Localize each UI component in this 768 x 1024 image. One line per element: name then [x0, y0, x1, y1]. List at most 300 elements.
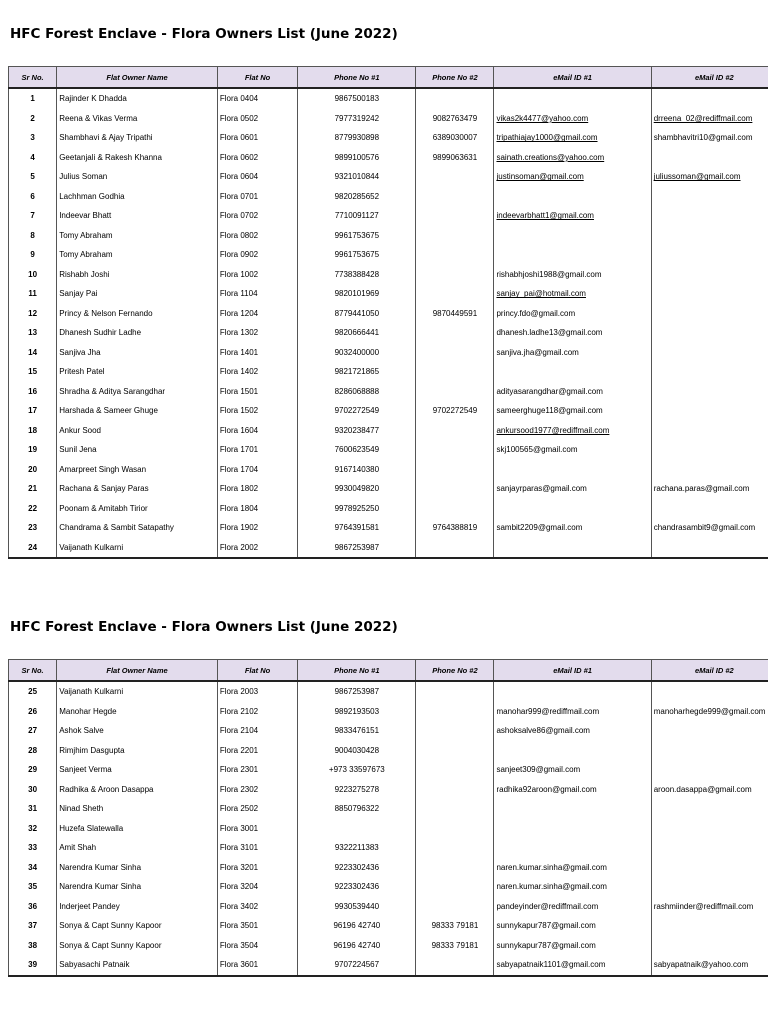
sr-no-cell: 2 — [9, 109, 57, 129]
phone-1-cell: 8850796322 — [298, 799, 416, 819]
email-text: sunnykapur787@gmail.com — [496, 921, 596, 931]
flat-no-cell: Flora 2301 — [217, 760, 297, 780]
phone-1-cell: 9223302436 — [298, 877, 416, 897]
email-1-cell — [494, 460, 651, 480]
email-2-cell — [651, 323, 768, 343]
flat-no-cell: Flora 1402 — [217, 362, 297, 382]
email-text: sanjiva.jha@gmail.com — [496, 347, 579, 357]
email-2-cell — [651, 206, 768, 226]
sr-no-cell: 33 — [9, 838, 57, 858]
sr-no-cell: 32 — [9, 819, 57, 839]
owner-name-cell: Rishabh Joshi — [57, 265, 218, 285]
sr-no-cell: 35 — [9, 877, 57, 897]
phone-1-cell: 9223275278 — [298, 780, 416, 800]
email-link[interactable]: drreena_02@rediffmail.com — [653, 113, 753, 123]
owner-name-cell: Narendra Kumar Sinha — [57, 858, 218, 878]
sr-no-cell: 24 — [9, 538, 57, 559]
flat-no-cell: Flora 1604 — [217, 421, 297, 441]
email-text: sameerghuge118@gmail.com — [496, 406, 603, 416]
flat-no-cell: Flora 0502 — [217, 109, 297, 129]
phone-1-cell: 9707224567 — [298, 955, 416, 976]
page-title-1: HFC Forest Enclave - Flora Owners List (June 2022) — [10, 26, 398, 42]
phone-1-cell: 96196 42740 — [298, 916, 416, 936]
table-row — [9, 109, 768, 129]
owner-name-cell: Amit Shah — [57, 838, 218, 858]
email-2-cell — [651, 128, 768, 148]
email-2-cell — [651, 916, 768, 936]
email-text: chandrasambit9@gmail.com — [653, 523, 756, 533]
email-2-cell — [651, 88, 768, 109]
flat-no-cell: Flora 2002 — [217, 538, 297, 559]
owner-name-cell: Tomy Abraham — [57, 226, 218, 246]
email-1-cell — [494, 304, 651, 324]
email-1-cell — [494, 799, 651, 819]
email-2-cell — [651, 382, 768, 402]
phone-2-cell — [416, 538, 494, 559]
email-link[interactable]: vikas2k4477@yahoo.com — [496, 113, 589, 123]
email-text: rashmiinder@rediffmail.com — [653, 901, 754, 911]
phone-1-cell: 96196 42740 — [298, 936, 416, 956]
phone-2-cell: 6389030007 — [416, 128, 494, 148]
flat-no-cell: Flora 1104 — [217, 284, 297, 304]
owner-name-cell: Ashok Salve — [57, 721, 218, 741]
owner-name-cell: Lachhman Godhia — [57, 187, 218, 207]
owner-name-cell: Huzefa Slatewalla — [57, 819, 218, 839]
phone-2-cell — [416, 955, 494, 976]
phone-1-cell: 9961753675 — [298, 226, 416, 246]
sr-no-cell: 1 — [9, 88, 57, 109]
email-text: aroon.dasappa@gmail.com — [653, 784, 752, 794]
table-row — [9, 538, 768, 559]
phone-2-cell: 98333 79181 — [416, 916, 494, 936]
phone-1-cell: 8779441050 — [298, 304, 416, 324]
sr-no-cell: 11 — [9, 284, 57, 304]
flat-no-cell: Flora 0404 — [217, 88, 297, 109]
owner-name-cell: Indeevar Bhatt — [57, 206, 218, 226]
email-2-cell — [651, 799, 768, 819]
flat-no-cell: Flora 0602 — [217, 148, 297, 168]
table-row — [9, 206, 768, 226]
email-2-cell — [651, 702, 768, 722]
sr-no-cell: 34 — [9, 858, 57, 878]
sr-no-cell: 5 — [9, 167, 57, 187]
table-row — [9, 440, 768, 460]
table-row — [9, 401, 768, 421]
email-1-cell — [494, 681, 651, 702]
email-text: skj100565@gmail.com — [496, 445, 578, 455]
email-2-cell — [651, 265, 768, 285]
email-2-cell — [651, 343, 768, 363]
email-2-cell — [651, 167, 768, 187]
sr-no-cell: 38 — [9, 936, 57, 956]
phone-2-cell: 9764388819 — [416, 518, 494, 538]
col-header-sr-no: Sr No. — [9, 67, 57, 89]
phone-1-cell: +973 33597673 — [298, 760, 416, 780]
email-1-cell — [494, 479, 651, 499]
phone-1-cell: 9867253987 — [298, 681, 416, 702]
email-2-cell — [651, 741, 768, 761]
phone-1-cell: 9820666441 — [298, 323, 416, 343]
flat-no-cell: Flora 1501 — [217, 382, 297, 402]
col-header-email-1: eMail ID #1 — [494, 67, 651, 89]
table-row — [9, 819, 768, 839]
email-1-cell — [494, 323, 651, 343]
owners-table-2 — [8, 659, 768, 977]
email-text: sunnykapur787@gmail.com — [496, 940, 596, 950]
flat-no-cell: Flora 0601 — [217, 128, 297, 148]
phone-1-cell: 9167140380 — [298, 460, 416, 480]
email-text: naren.kumar.sinha@gmail.com — [496, 862, 607, 872]
email-1-cell — [494, 187, 651, 207]
flat-no-cell: Flora 3402 — [217, 897, 297, 917]
email-text: radhika92aroon@gmail.com — [496, 784, 597, 794]
table-row — [9, 284, 768, 304]
sr-no-cell: 10 — [9, 265, 57, 285]
table-row — [9, 741, 768, 761]
sr-no-cell: 3 — [9, 128, 57, 148]
phone-1-cell: 9820285652 — [298, 187, 416, 207]
owner-name-cell: Inderjeet Pandey — [57, 897, 218, 917]
phone-2-cell — [416, 838, 494, 858]
owner-name-cell: Shambhavi & Ajay Tripathi — [57, 128, 218, 148]
email-text: sanjayrparas@gmail.com — [496, 484, 587, 494]
phone-2-cell — [416, 799, 494, 819]
phone-1-cell: 7977319242 — [298, 109, 416, 129]
email-1-cell — [494, 760, 651, 780]
owner-name-cell: Rajinder K Dhadda — [57, 88, 218, 109]
flat-no-cell: Flora 3101 — [217, 838, 297, 858]
table-row — [9, 265, 768, 285]
owner-name-cell: Ninad Sheth — [57, 799, 218, 819]
phone-1-cell: 9320238477 — [298, 421, 416, 441]
flat-no-cell: Flora 1902 — [217, 518, 297, 538]
flat-no-cell: Flora 1204 — [217, 304, 297, 324]
email-link[interactable]: indeevarbhatt1@gmail.com — [496, 211, 594, 221]
owner-name-cell: Shradha & Aditya Sarangdhar — [57, 382, 218, 402]
flat-no-cell: Flora 0802 — [217, 226, 297, 246]
email-2-cell — [651, 858, 768, 878]
owner-name-cell: Vaijanath Kulkarni — [57, 681, 218, 702]
table-row — [9, 479, 768, 499]
table-row — [9, 877, 768, 897]
phone-1-cell: 7710091127 — [298, 206, 416, 226]
col-header-sr-no: Sr No. — [9, 660, 57, 682]
email-1-cell — [494, 877, 651, 897]
phone-2-cell: 9899063631 — [416, 148, 494, 168]
phone-1-cell: 9892193503 — [298, 702, 416, 722]
email-2-cell — [651, 877, 768, 897]
email-2-cell — [651, 401, 768, 421]
sr-no-cell: 15 — [9, 362, 57, 382]
email-1-cell — [494, 819, 651, 839]
sr-no-cell: 19 — [9, 440, 57, 460]
email-1-cell — [494, 741, 651, 761]
table-row — [9, 936, 768, 956]
phone-2-cell — [416, 167, 494, 187]
sr-no-cell: 22 — [9, 499, 57, 519]
owner-name-cell: Sanjeet Verma — [57, 760, 218, 780]
sr-no-cell: 27 — [9, 721, 57, 741]
table-row — [9, 362, 768, 382]
sr-no-cell: 25 — [9, 681, 57, 702]
sr-no-cell: 13 — [9, 323, 57, 343]
table-row — [9, 304, 768, 324]
phone-1-cell: 9322211383 — [298, 838, 416, 858]
email-link[interactable]: ankursood1977@rediffmail.com — [496, 425, 610, 435]
sr-no-cell: 17 — [9, 401, 57, 421]
email-text: manoharhegde999@gmail.com — [653, 706, 766, 716]
table-row — [9, 499, 768, 519]
phone-2-cell: 9702272549 — [416, 401, 494, 421]
email-text: princy.fdo@gmail.com — [496, 308, 576, 318]
owners-table-1-body — [9, 88, 768, 558]
email-2-cell — [651, 499, 768, 519]
phone-1-cell: 9764391581 — [298, 518, 416, 538]
sr-no-cell: 20 — [9, 460, 57, 480]
phone-1-cell: 7738388428 — [298, 265, 416, 285]
email-1-cell — [494, 148, 651, 168]
email-1-cell — [494, 702, 651, 722]
table-row — [9, 460, 768, 480]
sr-no-cell: 31 — [9, 799, 57, 819]
flat-no-cell: Flora 1502 — [217, 401, 297, 421]
table-row — [9, 897, 768, 917]
flat-no-cell: Flora 3504 — [217, 936, 297, 956]
phone-2-cell — [416, 284, 494, 304]
phone-2-cell — [416, 245, 494, 265]
flat-no-cell: Flora 1704 — [217, 460, 297, 480]
owners-table-2-body — [9, 681, 768, 976]
flat-no-cell: Flora 2302 — [217, 780, 297, 800]
owner-name-cell: Princy & Nelson Fernando — [57, 304, 218, 324]
email-text: sanjeet309@gmail.com — [496, 765, 581, 775]
owner-name-cell: Manohar Hegde — [57, 702, 218, 722]
sr-no-cell: 37 — [9, 916, 57, 936]
email-text: shambhavitri10@gmail.com — [653, 133, 753, 143]
flat-no-cell: Flora 1802 — [217, 479, 297, 499]
owner-name-cell: Dhanesh Sudhir Ladhe — [57, 323, 218, 343]
flat-no-cell: Flora 1804 — [217, 499, 297, 519]
flat-no-cell: Flora 2502 — [217, 799, 297, 819]
phone-1-cell: 9867253987 — [298, 538, 416, 559]
phone-2-cell — [416, 681, 494, 702]
flat-no-cell: Flora 1401 — [217, 343, 297, 363]
owner-name-cell: Amarpreet Singh Wasan — [57, 460, 218, 480]
email-2-cell — [651, 780, 768, 800]
email-1-cell — [494, 206, 651, 226]
sr-no-cell: 16 — [9, 382, 57, 402]
owner-name-cell: Pritesh Patel — [57, 362, 218, 382]
email-2-cell — [651, 479, 768, 499]
flat-no-cell: Flora 1302 — [217, 323, 297, 343]
email-1-cell — [494, 245, 651, 265]
sr-no-cell: 12 — [9, 304, 57, 324]
sr-no-cell: 21 — [9, 479, 57, 499]
owner-name-cell: Poonam & Amitabh Tirior — [57, 499, 218, 519]
col-header-phone-1: Phone No #1 — [298, 67, 416, 89]
owner-name-cell: Rachana & Sanjay Paras — [57, 479, 218, 499]
email-2-cell — [651, 187, 768, 207]
phone-1-cell: 9032400000 — [298, 343, 416, 363]
phone-2-cell — [416, 780, 494, 800]
email-1-cell — [494, 382, 651, 402]
phone-2-cell — [416, 88, 494, 109]
flat-no-cell: Flora 1701 — [217, 440, 297, 460]
email-text: rishabhjoshi1988@gmail.com — [496, 269, 602, 279]
table-row — [9, 226, 768, 246]
owner-name-cell: Radhika & Aroon Dasappa — [57, 780, 218, 800]
owner-name-cell: Ankur Sood — [57, 421, 218, 441]
phone-1-cell: 9223302436 — [298, 858, 416, 878]
email-link[interactable]: justinsoman@gmail.com — [496, 172, 584, 182]
email-text: sabyapatnaik1101@gmail.com — [496, 960, 606, 970]
table-row — [9, 323, 768, 343]
table-row — [9, 858, 768, 878]
email-link[interactable]: sainath.creations@yahoo.com — [496, 152, 605, 162]
phone-2-cell: 9870449591 — [416, 304, 494, 324]
table-row — [9, 916, 768, 936]
phone-1-cell: 9899100576 — [298, 148, 416, 168]
email-1-cell — [494, 955, 651, 976]
table-row — [9, 343, 768, 363]
owner-name-cell: Sonya & Capt Sunny Kapoor — [57, 916, 218, 936]
table-row — [9, 760, 768, 780]
phone-2-cell — [416, 721, 494, 741]
phone-1-cell: 9867500183 — [298, 88, 416, 109]
email-link[interactable]: sanjay_pai@hotmail.com — [496, 289, 586, 299]
col-header-phone-2: Phone No #2 — [416, 67, 494, 89]
flat-no-cell: Flora 0701 — [217, 187, 297, 207]
email-1-cell — [494, 838, 651, 858]
phone-1-cell: 8286068888 — [298, 382, 416, 402]
email-1-cell — [494, 284, 651, 304]
col-header-owner-name: Flat Owner Name — [57, 660, 218, 682]
col-header-flat-no: Flat No — [217, 660, 297, 682]
email-2-cell — [651, 721, 768, 741]
sr-no-cell: 29 — [9, 760, 57, 780]
email-2-cell — [651, 148, 768, 168]
table-row — [9, 780, 768, 800]
phone-1-cell: 9004030428 — [298, 741, 416, 761]
table-row — [9, 681, 768, 702]
phone-2-cell — [416, 499, 494, 519]
email-2-cell — [651, 538, 768, 559]
phone-1-cell: 8779930898 — [298, 128, 416, 148]
email-2-cell — [651, 897, 768, 917]
phone-1-cell: 7600623549 — [298, 440, 416, 460]
email-1-cell — [494, 265, 651, 285]
col-header-flat-no: Flat No — [217, 67, 297, 89]
email-1-cell — [494, 401, 651, 421]
email-1-cell — [494, 780, 651, 800]
col-header-email-2: eMail ID #2 — [651, 660, 768, 682]
email-link[interactable]: tripathiajay1000@gmail.com — [496, 133, 598, 143]
table-row — [9, 167, 768, 187]
flat-no-cell: Flora 2104 — [217, 721, 297, 741]
email-1-cell — [494, 226, 651, 246]
owner-name-cell: Sunil Jena — [57, 440, 218, 460]
email-text: naren.kumar.sinha@gmail.com — [496, 882, 607, 892]
email-2-cell — [651, 304, 768, 324]
phone-2-cell: 9082763479 — [416, 109, 494, 129]
email-2-cell — [651, 362, 768, 382]
email-2-cell — [651, 955, 768, 976]
email-text: adityasarangdhar@gmail.com — [496, 386, 603, 396]
phone-2-cell — [416, 877, 494, 897]
sr-no-cell: 9 — [9, 245, 57, 265]
email-1-cell — [494, 109, 651, 129]
owner-name-cell: Geetanjali & Rakesh Khanna — [57, 148, 218, 168]
sr-no-cell: 30 — [9, 780, 57, 800]
phone-2-cell — [416, 460, 494, 480]
email-2-cell — [651, 518, 768, 538]
email-2-cell — [651, 936, 768, 956]
flat-no-cell: Flora 3001 — [217, 819, 297, 839]
phone-2-cell — [416, 897, 494, 917]
sr-no-cell: 7 — [9, 206, 57, 226]
table-row — [9, 148, 768, 168]
phone-2-cell — [416, 382, 494, 402]
table-row — [9, 88, 768, 109]
phone-1-cell: 9930539440 — [298, 897, 416, 917]
phone-2-cell: 98333 79181 — [416, 936, 494, 956]
phone-1-cell: 9978925250 — [298, 499, 416, 519]
email-1-cell — [494, 858, 651, 878]
email-1-cell — [494, 421, 651, 441]
email-1-cell — [494, 518, 651, 538]
sr-no-cell: 26 — [9, 702, 57, 722]
email-1-cell — [494, 362, 651, 382]
sr-no-cell: 14 — [9, 343, 57, 363]
email-1-cell — [494, 167, 651, 187]
table-row — [9, 955, 768, 976]
flat-no-cell: Flora 0702 — [217, 206, 297, 226]
email-1-cell — [494, 916, 651, 936]
phone-1-cell: 9820101969 — [298, 284, 416, 304]
table-row — [9, 838, 768, 858]
email-text: rachana.paras@gmail.com — [653, 484, 750, 494]
email-2-cell — [651, 819, 768, 839]
email-1-cell — [494, 936, 651, 956]
owner-name-cell: Sabyasachi Patnaik — [57, 955, 218, 976]
email-2-cell — [651, 245, 768, 265]
phone-1-cell: 9930049820 — [298, 479, 416, 499]
phone-1-cell: 9833476151 — [298, 721, 416, 741]
table-row — [9, 702, 768, 722]
phone-2-cell — [416, 819, 494, 839]
owner-name-cell: Sonya & Capt Sunny Kapoor — [57, 936, 218, 956]
email-1-cell — [494, 538, 651, 559]
sr-no-cell: 28 — [9, 741, 57, 761]
phone-2-cell — [416, 858, 494, 878]
email-link[interactable]: juliussoman@gmail.com — [653, 172, 741, 182]
phone-2-cell — [416, 323, 494, 343]
owners-table-1 — [8, 66, 768, 559]
phone-2-cell — [416, 702, 494, 722]
sr-no-cell: 23 — [9, 518, 57, 538]
phone-2-cell — [416, 206, 494, 226]
col-header-phone-1: Phone No #1 — [298, 660, 416, 682]
flat-no-cell: Flora 0902 — [217, 245, 297, 265]
email-2-cell — [651, 109, 768, 129]
flat-no-cell: Flora 3204 — [217, 877, 297, 897]
phone-2-cell — [416, 421, 494, 441]
col-header-owner-name: Flat Owner Name — [57, 67, 218, 89]
flat-no-cell: Flora 2201 — [217, 741, 297, 761]
email-1-cell — [494, 499, 651, 519]
flat-no-cell: Flora 1002 — [217, 265, 297, 285]
phone-1-cell — [298, 819, 416, 839]
